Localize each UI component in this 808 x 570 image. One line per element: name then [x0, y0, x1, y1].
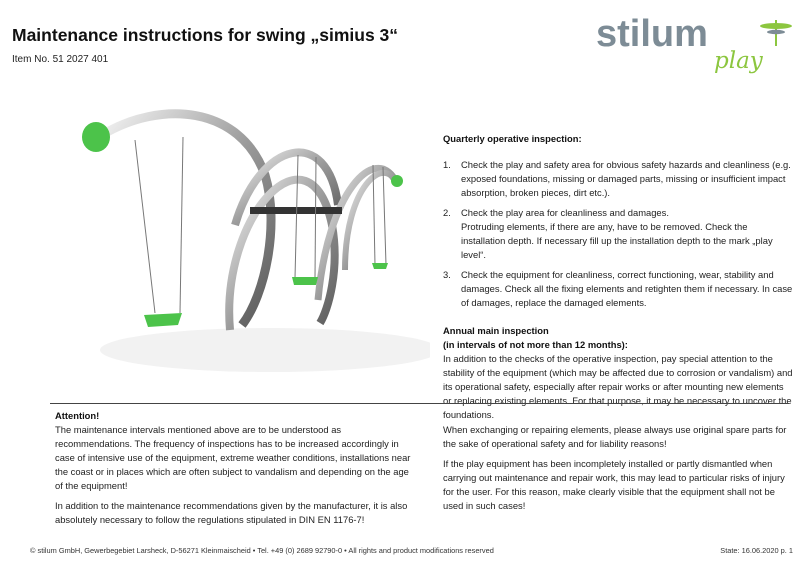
annual-subheading: (in intervals of not more than 12 months): — [443, 339, 628, 350]
list-number: 2. — [443, 207, 451, 218]
section-divider — [50, 403, 789, 404]
notes-paragraph: If the play equipment has been incompletely installed or partly dismantled when carrying out maintenance and repair work, this may lead to particular risks of injury for the user. For this reason, make clearly visible that the equipment shall not be used in such cases! — [443, 458, 785, 511]
item-number: Item No. 51 2027 401 — [12, 54, 109, 65]
logo-wordmark: stilum — [596, 13, 708, 55]
list-number: 3. — [443, 269, 451, 280]
list-text: Check the play and safety area for obvious safety hazards and cleanliness (e.g. exposed foundations, missing or damaged parts, missing or insufficient impact absorption, broken pieces, dirt etc.). — [461, 159, 791, 198]
quarterly-list — [443, 158, 793, 310]
annual-text: In addition to the checks of the operative inspection, pay special attention to the stability of the equipment (which may be affected due to corrosion or vandalism) and its operational safety, especially after repair works or after mounting new elements or replacing existing elements. For that purpose, it may be necessary to uncover the foundations. — [443, 353, 793, 420]
notes-paragraph: When exchanging or repairing elements, please always use original spare parts for the sake of operational safety and for liability reasons! — [443, 424, 787, 449]
attention-section — [55, 409, 415, 533]
quarterly-heading: Quarterly operative inspection: — [443, 133, 582, 144]
logo-sub-wordmark: play — [714, 48, 763, 74]
footer-copyright: © stilum GmbH, Gewerbegebiet Larsheck, D-56271 Kleinmaischeid • Tel. +49 (0) 2689 92790-0 • All rights and product modifications reserved — [30, 546, 494, 555]
attention-paragraph: The maintenance intervals mentioned above are to be understood as recommendations. The frequency of inspections has to be increased accordingly in case of intensive use of the equipment, extreme weather conditions, installations near the coast or in places which are often subject to vandalism and depending on the age of the equipment! — [55, 424, 411, 491]
stilum-play-logo — [596, 14, 796, 76]
page-title: Maintenance instructions for swing „simius 3“ — [12, 25, 399, 45]
list-number: 1. — [443, 159, 451, 170]
list-text-continued: Protruding elements, if there are any, have to be removed. Check the installation depth. If necessary fill up the installation depth to the mark „play level“. — [461, 221, 773, 260]
notes-section — [443, 423, 793, 519]
logo-mark-icon — [758, 18, 794, 48]
list-item — [443, 268, 793, 310]
list-item — [443, 158, 793, 200]
annual-section — [443, 324, 793, 422]
list-text: Check the equipment for cleanliness, correct functioning, wear, stability and damages. Check all the fixing elements and retighten them if necessary. In case of damages, replace the damaged elements. — [461, 269, 793, 308]
attention-heading: Attention! — [55, 410, 100, 421]
inspection-section — [443, 132, 793, 422]
annual-heading: Annual main inspection — [443, 325, 549, 336]
attention-paragraph: In addition to the maintenance recommendations given by the manufacturer, it is also absolutely necessary to follow the regulations stipulated in DIN EN 1176-7! — [55, 500, 408, 525]
list-item — [443, 206, 793, 262]
swing-illustration — [70, 95, 430, 395]
list-text: Check the play area for cleanliness and damages. — [461, 207, 669, 218]
footer-state: State: 16.06.2020 p. 1 — [720, 546, 793, 555]
